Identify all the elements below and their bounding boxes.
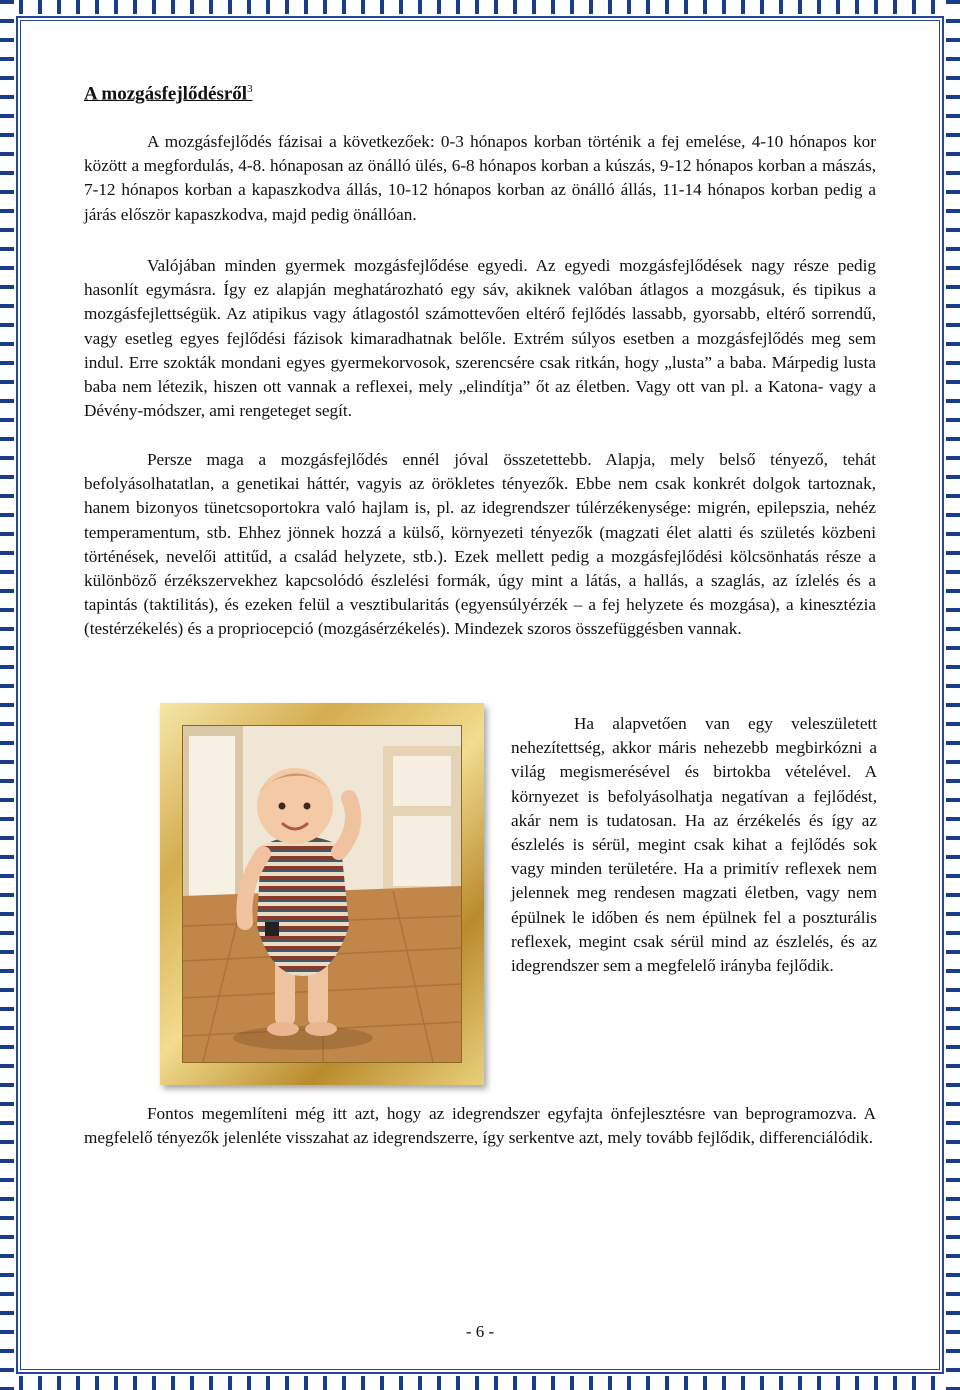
page-border-right xyxy=(946,0,960,1390)
page-border-left xyxy=(0,0,14,1390)
page-border-top xyxy=(0,0,960,14)
photo-frame xyxy=(160,703,484,1085)
paragraph-individual-development: Valójában minden gyermek mozgásfejlődése egyedi. Az egyedi mozgásfejlődések nagy része pedig hasonlít egymásra. Így ez alapján meghatározható egy sáv, akiknek valóban átlagos a mozgásuk, és tipikus a mozgásfejlettségük. Az atipikus vagy átlagostól számottevően eltérő fejlődés lassabb, gyorsabb, eltérő sorrendű, vagy esetleg egyes fejlődési fázisok kimaradhatnak belőle. Extrém súlyos esetben a mozgásfejlődés meg sem indul. Erre szokták mondani egyes gyermekorvosok, szerencsére csak ritkán, hogy „lusta” a baba. Márpedig lusta baba nem létezik, hiszen ott vannak a reflexei, mely „elindítja” őt az életben. Vagy ott van pl. a Katona- vagy a Dévény-módszer, ami rengeteget segít. xyxy=(84,256,876,421)
page-border-bottom xyxy=(0,1376,960,1390)
toddler-photo xyxy=(182,725,462,1063)
paragraph-complexity: Persze maga a mozgásfejlődés ennél jóval összetettebb. Alapja, mely belső tényező, tehát befolyásolhatatlan, a genetikai háttér, vagyis az örökletes tényezők. Ebbe nem csak konkrét dolgok tartoznak, hanem bizonyos tünetcsoportokra való hajlam is, pl. az idegrendszer túlérzékenysége: migrén, epilepszia, nehéz temperamentum, stb. Ehhez jönnek hozzá a külső, környezeti tényezők (magzati élet alatti és születés közbeni történések, nevelői attitűd, a család helyzete, stb.). Ezek mellett pedig a mozgásfejlődési kölcsönhatás része a különböző érzékszervekhez kapcsolódó észlelési formák, úgy mint a látás, a hallás, a szaglás, az ízlelés és a tapintás (taktilitás), és ezeken felül a vesztibularitás (egyensúlyérzék – a fej helyzete és mozgása), a kinesztézia (testérzékelés) és a propriocepció (mozgásérzékelés). Mindezek szoros összefüggésben vannak. xyxy=(84,450,876,639)
footnote-marker: 3 xyxy=(247,83,253,95)
toddler-illustration xyxy=(183,726,461,1062)
section-heading: A mozgásfejlődésről$^3$ xyxy=(84,83,253,105)
paragraph-congenital-difficulty: Ha alapvetően van egy veleszületett nehezítettség, akkor máris nehezebb megbirkózni a világ megismerésével és birtokba vételével. A környezet is befolyásolhatja negatívan a fejlődést, akár nem is tudatosan. Ha az érzékelés és így az észlelés is sérül, megint csak kihat a fejlődés sok vagy minden területére. Ha a primitív reflexek nem jelennek meg rendesen magzati életben, vagy nem épülnek le időben és nem épülnek fel a poszturális reflexek, megint csak sérül mind az észlelés, és az idegrendszer sem a megfelelő irányba fejlődik. xyxy=(511,714,877,976)
paragraph-self-development: Fontos megemlíteni még itt azt, hogy az idegrendszer egyfajta önfejlesztésre van beprogramozva. A megfelelő tényezők jelenléte visszahat az idegrendszerre, így serkentve azt, mely tovább fejlődik, differenciálódik. xyxy=(84,1104,876,1148)
paragraph-development-phases: A mozgásfejlődés fázisai a következőek: 0-3 hónapos korban történik a fej emelése, 4-10 hónapos kor között a megfordulás, 4-8. hónaposan az önálló ülés, 6-8 hónapos korban a kúszás, 9-12 hónapos korban a mászás, 7-12 hónapos korban a kapaszkodva állás, 10-12 hónapos korban az önálló állás, 11-14 hónapos korban pedig a járás először kapaszkodva, majd pedig önállóan. xyxy=(84,132,876,224)
page-number: - 6 - xyxy=(465,1322,495,1341)
